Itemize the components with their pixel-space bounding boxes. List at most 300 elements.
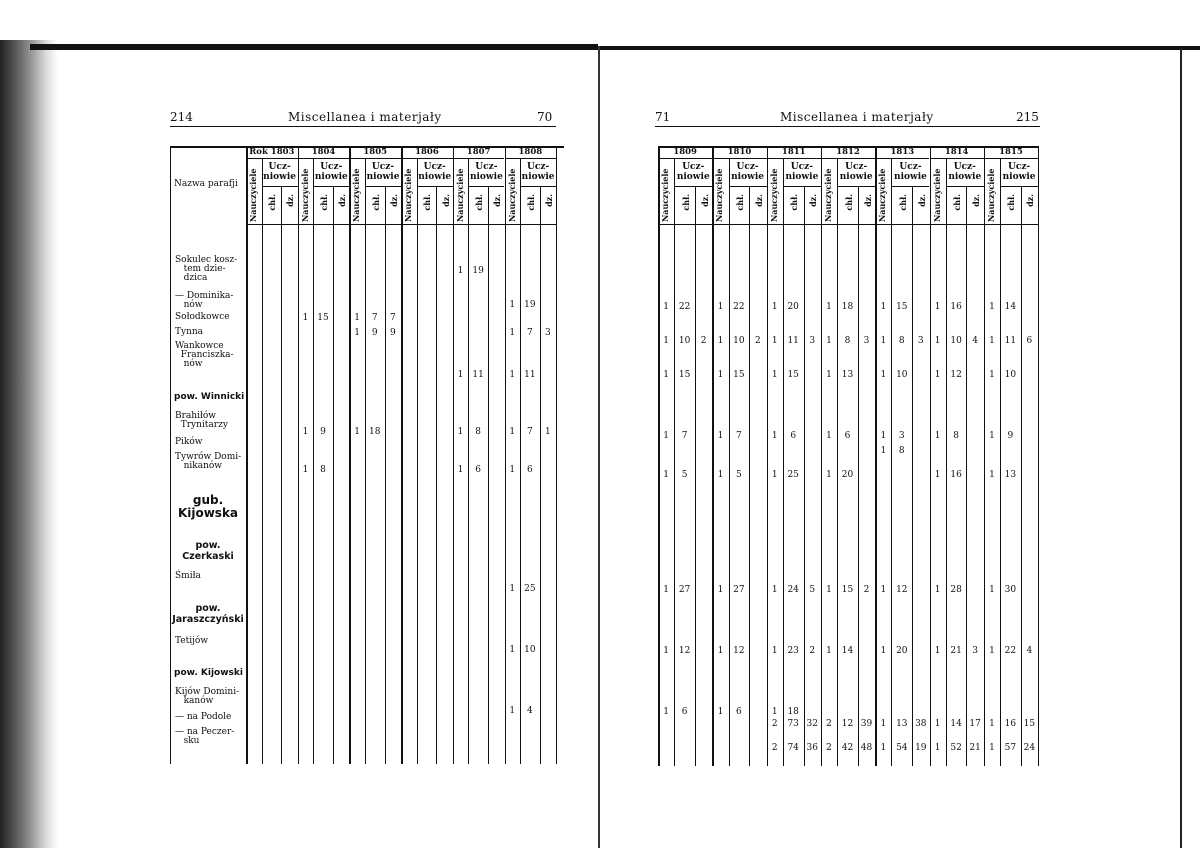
cell-boys: 21 xyxy=(950,646,962,656)
cell-teachers: 1 xyxy=(826,585,832,595)
cell-boys: 20 xyxy=(787,302,799,312)
students-rule xyxy=(674,186,712,187)
year-rule xyxy=(658,158,712,159)
year-label: 1813 xyxy=(890,147,915,157)
students-header: Ucz- niowie xyxy=(469,162,503,182)
teachers-header: Nauczyciele xyxy=(985,168,996,222)
boys-col-border xyxy=(1021,186,1022,766)
year-label: 1806 xyxy=(415,147,439,157)
cell-boys: 15 xyxy=(787,370,799,380)
year-rule xyxy=(453,158,505,159)
cell-teachers: 1 xyxy=(934,336,941,346)
cell-boys: 54 xyxy=(896,743,908,753)
cell-boys: 6 xyxy=(736,707,742,717)
year-group-border xyxy=(401,146,403,764)
cell-boys: 6 xyxy=(844,431,851,441)
cell-teachers: 1 xyxy=(934,719,941,729)
year-rule xyxy=(875,158,929,159)
cell-teachers: 1 xyxy=(457,427,464,437)
cell-boys: 10 xyxy=(1004,370,1017,380)
students-header: Ucz- niowie xyxy=(418,162,452,182)
cell-boys: 15 xyxy=(896,302,908,312)
teachers-col-border xyxy=(891,158,892,766)
cell-girls: 32 xyxy=(806,719,818,729)
cell-boys: 7 xyxy=(736,431,742,441)
cell-boys: 28 xyxy=(950,585,962,595)
cell-girls: 3 xyxy=(917,336,924,346)
boys-col-border xyxy=(488,186,489,764)
cell-teachers: 1 xyxy=(509,300,516,310)
girls-header: dz. xyxy=(440,194,451,207)
year-group-border xyxy=(712,146,714,766)
boys-header: chł. xyxy=(1006,194,1017,211)
cell-teachers: 1 xyxy=(663,302,669,312)
students-header: Ucz- niowie xyxy=(894,162,927,182)
cell-girls: 4 xyxy=(972,336,978,346)
cell-boys: 12 xyxy=(841,719,854,729)
boys-col-border xyxy=(804,186,805,766)
name-column-header: Nazwa parafji xyxy=(174,179,238,189)
cell-teachers: 1 xyxy=(457,465,464,475)
cell-teachers: 1 xyxy=(880,431,887,441)
cell-boys: 11 xyxy=(1004,336,1017,346)
cell-teachers: 1 xyxy=(934,370,941,380)
cell-teachers: 1 xyxy=(509,706,516,716)
cell-teachers: 1 xyxy=(771,370,778,380)
cell-boys: 4 xyxy=(526,706,533,716)
teachers-col-border xyxy=(417,158,418,764)
year-group-border xyxy=(984,146,986,766)
teachers-header: Nauczyciele xyxy=(351,168,362,222)
cell-teachers: 1 xyxy=(880,336,887,346)
year-rule xyxy=(298,158,350,159)
table-left-border xyxy=(170,146,171,764)
year-label: 1814 xyxy=(944,147,969,157)
teachers-header: Nauczyciele xyxy=(506,168,517,222)
year-label: 1812 xyxy=(836,147,860,157)
right-page-number: 215 xyxy=(1016,110,1039,124)
cell-teachers: 1 xyxy=(934,585,941,595)
parish-name: Kijów Domini- kanów xyxy=(175,687,240,706)
year-group-border xyxy=(875,146,877,766)
cell-boys: 7 xyxy=(526,427,533,437)
cell-boys: 22 xyxy=(733,302,745,312)
boys-col-border xyxy=(966,186,967,766)
cell-teachers: 1 xyxy=(717,646,724,656)
boys-header: chł. xyxy=(952,194,963,211)
boys-col-border xyxy=(912,186,913,766)
cell-girls: 2 xyxy=(700,336,707,346)
cell-teachers: 1 xyxy=(457,370,464,380)
cell-teachers: 1 xyxy=(934,431,941,441)
cell-boys: 10 xyxy=(733,336,745,346)
year-label: 1807 xyxy=(466,147,491,157)
cell-teachers: 1 xyxy=(880,370,887,380)
boys-header: chł. xyxy=(525,194,536,211)
cell-boys: 10 xyxy=(678,336,691,346)
boys-header: chł. xyxy=(267,194,278,211)
cell-boys: 30 xyxy=(1004,585,1017,595)
cell-girls: 38 xyxy=(915,719,927,729)
students-header: Ucz- niowie xyxy=(785,162,819,182)
teachers-col-border xyxy=(837,158,838,766)
students-rule xyxy=(417,186,453,187)
right-header-rule xyxy=(655,126,1040,127)
students-rule xyxy=(729,186,767,187)
cell-boys: 16 xyxy=(950,470,962,480)
cell-teachers: 1 xyxy=(989,585,995,595)
boys-col-border xyxy=(385,186,386,764)
girls-header: dz. xyxy=(753,194,764,207)
cell-boys: 52 xyxy=(950,743,962,753)
cell-teachers: 1 xyxy=(663,585,669,595)
cell-girls: 3 xyxy=(545,328,551,338)
left-running-title: Miscellanea i materjały xyxy=(288,110,442,124)
cell-teachers: 1 xyxy=(880,743,887,753)
cell-boys: 24 xyxy=(787,585,799,595)
students-rule xyxy=(783,186,821,187)
cell-girls: 24 xyxy=(1023,743,1036,753)
boys-col-border xyxy=(281,186,282,764)
girls-header: dz. xyxy=(971,194,982,207)
boys-header: chł. xyxy=(319,194,330,211)
year-rule xyxy=(401,158,453,159)
year-label: 1805 xyxy=(363,147,388,157)
table-header-rule xyxy=(658,224,1038,225)
cell-boys: 12 xyxy=(950,370,962,380)
cell-boys: 3 xyxy=(898,431,905,441)
parish-name: Tynna xyxy=(175,327,204,337)
girls-header: dz. xyxy=(285,194,296,207)
teachers-header: Nauczyciele xyxy=(660,168,670,222)
students-rule xyxy=(262,186,298,187)
cell-teachers: 1 xyxy=(509,584,516,594)
year-label: 1804 xyxy=(311,147,336,157)
year-group-border xyxy=(658,146,660,766)
cell-boys: 10 xyxy=(524,645,536,655)
teachers-col-border xyxy=(1000,158,1001,766)
cell-teachers: 1 xyxy=(989,646,995,656)
parish-name: Wankowce Franciszka- nów xyxy=(175,341,234,369)
teachers-col-border xyxy=(313,158,314,764)
cell-teachers: 1 xyxy=(989,470,995,480)
cell-boys: 11 xyxy=(524,370,536,380)
cell-teachers: 1 xyxy=(989,336,995,346)
cell-teachers: 1 xyxy=(826,431,832,441)
students-rule xyxy=(946,186,984,187)
teachers-header: Nauczyciele xyxy=(454,168,465,222)
cell-boys: 15 xyxy=(841,585,854,595)
teachers-col-border xyxy=(520,158,521,764)
cell-boys: 18 xyxy=(841,302,854,312)
parish-name: — Dominika- nów xyxy=(175,291,234,310)
cell-teachers: 1 xyxy=(934,302,941,312)
cell-girls: 3 xyxy=(809,336,816,346)
cell-boys: 16 xyxy=(950,302,962,312)
cell-boys: 20 xyxy=(896,646,908,656)
boys-col-border xyxy=(540,186,541,764)
cell-teachers: 1 xyxy=(771,646,778,656)
students-header: Ucz- niowie xyxy=(1002,162,1036,182)
cell-boys: 14 xyxy=(841,646,854,656)
year-rule xyxy=(984,158,1038,159)
year-label: 1811 xyxy=(781,147,806,157)
year-group-border xyxy=(453,146,455,764)
girls-header: dz. xyxy=(492,194,503,207)
cell-boys: 10 xyxy=(950,336,962,346)
year-group-border xyxy=(246,146,248,764)
girls-header: dz. xyxy=(808,194,819,207)
cell-teachers: 1 xyxy=(354,313,360,323)
girls-header: dz. xyxy=(337,194,348,207)
cell-teachers: 1 xyxy=(509,370,516,380)
cell-teachers: 1 xyxy=(302,313,309,323)
table-right-border xyxy=(556,146,557,764)
right-running-title: Miscellanea i materjały xyxy=(780,110,934,124)
year-label: 1810 xyxy=(727,147,752,157)
parish-name: Sołodkowce xyxy=(175,312,230,322)
cell-girls: 39 xyxy=(860,719,873,729)
cell-teachers: 1 xyxy=(934,646,941,656)
teachers-header: Nauczyciele xyxy=(931,168,942,222)
right-section-number: 71 xyxy=(655,110,671,124)
cell-girls: 2 xyxy=(863,585,870,595)
cell-boys: 13 xyxy=(841,370,854,380)
cell-boys: 18 xyxy=(787,707,799,717)
year-rule xyxy=(246,158,298,159)
cell-boys: 8 xyxy=(320,465,326,475)
year-rule xyxy=(349,158,401,159)
cell-boys: 22 xyxy=(678,302,691,312)
cell-girls: 9 xyxy=(389,328,396,338)
teachers-col-border xyxy=(946,158,947,766)
parish-name: Śmiła xyxy=(175,571,201,581)
girls-header: dz. xyxy=(388,194,399,207)
students-header: Ucz- niowie xyxy=(676,162,710,182)
year-label: 1815 xyxy=(999,147,1023,157)
cell-teachers: 2 xyxy=(826,743,832,753)
cell-girls: 17 xyxy=(969,719,981,729)
cell-teachers: 2 xyxy=(826,719,832,729)
cell-boys: 6 xyxy=(475,465,481,475)
cell-girls: 19 xyxy=(915,743,927,753)
cell-teachers: 1 xyxy=(989,719,995,729)
boys-header: chł. xyxy=(680,194,691,211)
cell-boys: 8 xyxy=(475,427,481,437)
cell-boys: 15 xyxy=(317,313,329,323)
cell-teachers: 1 xyxy=(509,328,516,338)
boys-header: chł. xyxy=(789,194,800,211)
teachers-header: Nauczyciele xyxy=(822,168,833,222)
cell-boys: 22 xyxy=(1004,646,1017,656)
students-rule xyxy=(1000,186,1038,187)
parish-name: Tetijów xyxy=(175,636,209,646)
cell-boys: 6 xyxy=(790,431,797,441)
year-group-border xyxy=(821,146,823,766)
cell-boys: 12 xyxy=(733,646,745,656)
students-rule xyxy=(313,186,349,187)
parish-name: Sokulec kosz- tem dzie- dzica xyxy=(175,255,238,283)
cell-girls: 36 xyxy=(806,743,818,753)
cell-teachers: 1 xyxy=(663,336,669,346)
cell-boys: 5 xyxy=(736,470,742,480)
cell-boys: 8 xyxy=(953,431,959,441)
cell-girls: 2 xyxy=(809,646,816,656)
year-rule xyxy=(712,158,766,159)
cell-boys: 9 xyxy=(1007,431,1014,441)
year-group-border xyxy=(298,146,300,764)
teachers-header: Nauczyciele xyxy=(299,168,310,222)
students-header: Ucz- niowie xyxy=(521,162,555,182)
cell-teachers: 1 xyxy=(717,585,724,595)
cell-teachers: 1 xyxy=(717,336,724,346)
cell-teachers: 1 xyxy=(663,470,669,480)
cell-teachers: 1 xyxy=(717,370,724,380)
cell-teachers: 1 xyxy=(663,370,669,380)
cell-teachers: 1 xyxy=(771,302,778,312)
year-rule xyxy=(930,158,984,159)
year-group-border xyxy=(930,146,932,766)
year-group-border xyxy=(505,146,507,764)
cell-boys: 14 xyxy=(1004,302,1017,312)
cell-girls: 3 xyxy=(972,646,978,656)
year-label: 1808 xyxy=(518,147,543,157)
book-gutter xyxy=(598,46,600,848)
students-header: Ucz- niowie xyxy=(948,162,982,182)
cell-boys: 11 xyxy=(787,336,799,346)
district-heading: pow. Kijowski xyxy=(174,668,243,678)
teachers-col-border xyxy=(783,158,784,766)
cell-boys: 12 xyxy=(678,646,691,656)
cell-teachers: 1 xyxy=(717,302,724,312)
teachers-col-border xyxy=(729,158,730,766)
cell-boys: 8 xyxy=(844,336,851,346)
girls-header: dz. xyxy=(543,194,554,207)
cell-girls: 5 xyxy=(809,585,816,595)
year-label: 1809 xyxy=(673,147,697,157)
province-heading: gub. Kijowska xyxy=(177,493,239,520)
scan-binding-shadow xyxy=(0,40,58,848)
teachers-col-border xyxy=(468,158,469,764)
cell-teachers: 1 xyxy=(771,707,778,717)
boys-header: chł. xyxy=(370,194,381,211)
cell-teachers: 1 xyxy=(717,470,724,480)
cell-teachers: 1 xyxy=(717,431,724,441)
students-rule xyxy=(365,186,401,187)
cell-girls: 1 xyxy=(545,427,551,437)
parish-name: — na Podole xyxy=(175,712,232,722)
cell-girls: 6 xyxy=(1026,336,1033,346)
girls-header: dz. xyxy=(916,194,927,207)
students-rule xyxy=(520,186,556,187)
teachers-header: Nauczyciele xyxy=(714,168,725,222)
cell-girls: 2 xyxy=(755,336,761,346)
cell-boys: 12 xyxy=(896,585,908,595)
teachers-header: Nauczyciele xyxy=(248,168,258,222)
students-header: Ucz- niowie xyxy=(366,162,400,182)
table-right-border xyxy=(1038,146,1039,766)
cell-teachers: 1 xyxy=(989,370,995,380)
cell-boys: 15 xyxy=(733,370,745,380)
cell-boys: 8 xyxy=(898,446,905,456)
cell-boys: 6 xyxy=(526,465,533,475)
cell-teachers: 1 xyxy=(826,470,832,480)
cell-boys: 19 xyxy=(472,266,484,276)
district-heading: pow. Winnicki xyxy=(174,392,245,402)
girls-header: dz. xyxy=(1025,194,1036,207)
boys-header: chł. xyxy=(474,194,485,211)
cell-teachers: 1 xyxy=(663,431,669,441)
cell-teachers: 1 xyxy=(989,302,995,312)
district-heading: pow. Jaraszczyński xyxy=(172,603,244,625)
cell-boys: 8 xyxy=(898,336,905,346)
cell-teachers: 1 xyxy=(989,431,995,441)
parish-name: Tywrów Domi- nikanów xyxy=(175,452,242,471)
cell-teachers: 1 xyxy=(934,743,941,753)
cell-teachers: 2 xyxy=(771,743,778,753)
scan-top-edge-left xyxy=(30,44,598,50)
cell-teachers: 1 xyxy=(509,465,516,475)
cell-teachers: 1 xyxy=(880,302,887,312)
cell-teachers: 1 xyxy=(934,470,941,480)
cell-boys: 16 xyxy=(1004,719,1017,729)
boys-col-border xyxy=(749,186,750,766)
cell-teachers: 1 xyxy=(663,707,669,717)
cell-boys: 42 xyxy=(841,743,854,753)
cell-teachers: 1 xyxy=(771,585,778,595)
cell-girls: 21 xyxy=(969,743,981,753)
cell-teachers: 1 xyxy=(354,427,360,437)
cell-boys: 14 xyxy=(950,719,962,729)
boys-col-border xyxy=(333,186,334,764)
boys-header: chł. xyxy=(422,194,433,211)
boys-header: chł. xyxy=(843,194,854,211)
cell-boys: 13 xyxy=(1004,470,1017,480)
students-header: Ucz- niowie xyxy=(314,162,348,182)
students-rule xyxy=(468,186,504,187)
cell-boys: 57 xyxy=(1004,743,1017,753)
scan-right-edge xyxy=(1180,48,1182,848)
cell-girls: 4 xyxy=(1026,646,1033,656)
girls-header: dz. xyxy=(862,194,873,207)
cell-boys: 18 xyxy=(369,427,381,437)
cell-boys: 7 xyxy=(371,313,378,323)
teachers-header: Nauczyciele xyxy=(403,168,414,222)
boys-header: chł. xyxy=(897,194,908,211)
cell-girls: 15 xyxy=(1023,719,1036,729)
cell-teachers: 1 xyxy=(354,328,360,338)
year-rule xyxy=(767,158,821,159)
cell-boys: 73 xyxy=(787,719,799,729)
teachers-col-border xyxy=(262,158,263,764)
year-group-border xyxy=(767,146,769,766)
cell-teachers: 1 xyxy=(771,470,778,480)
cell-teachers: 1 xyxy=(302,465,309,475)
cell-girls: 3 xyxy=(863,336,870,346)
cell-teachers: 1 xyxy=(880,646,887,656)
boys-col-border xyxy=(858,186,859,766)
teachers-header: Nauczyciele xyxy=(768,168,779,222)
cell-boys: 15 xyxy=(678,370,691,380)
cell-boys: 7 xyxy=(526,328,533,338)
cell-teachers: 1 xyxy=(880,585,887,595)
district-heading: pow. Czerkaski xyxy=(182,540,234,562)
cell-teachers: 1 xyxy=(663,646,669,656)
cell-boys: 19 xyxy=(524,300,536,310)
cell-boys: 74 xyxy=(787,743,799,753)
cell-teachers: 1 xyxy=(771,336,778,346)
parish-name: Pików xyxy=(175,437,203,447)
